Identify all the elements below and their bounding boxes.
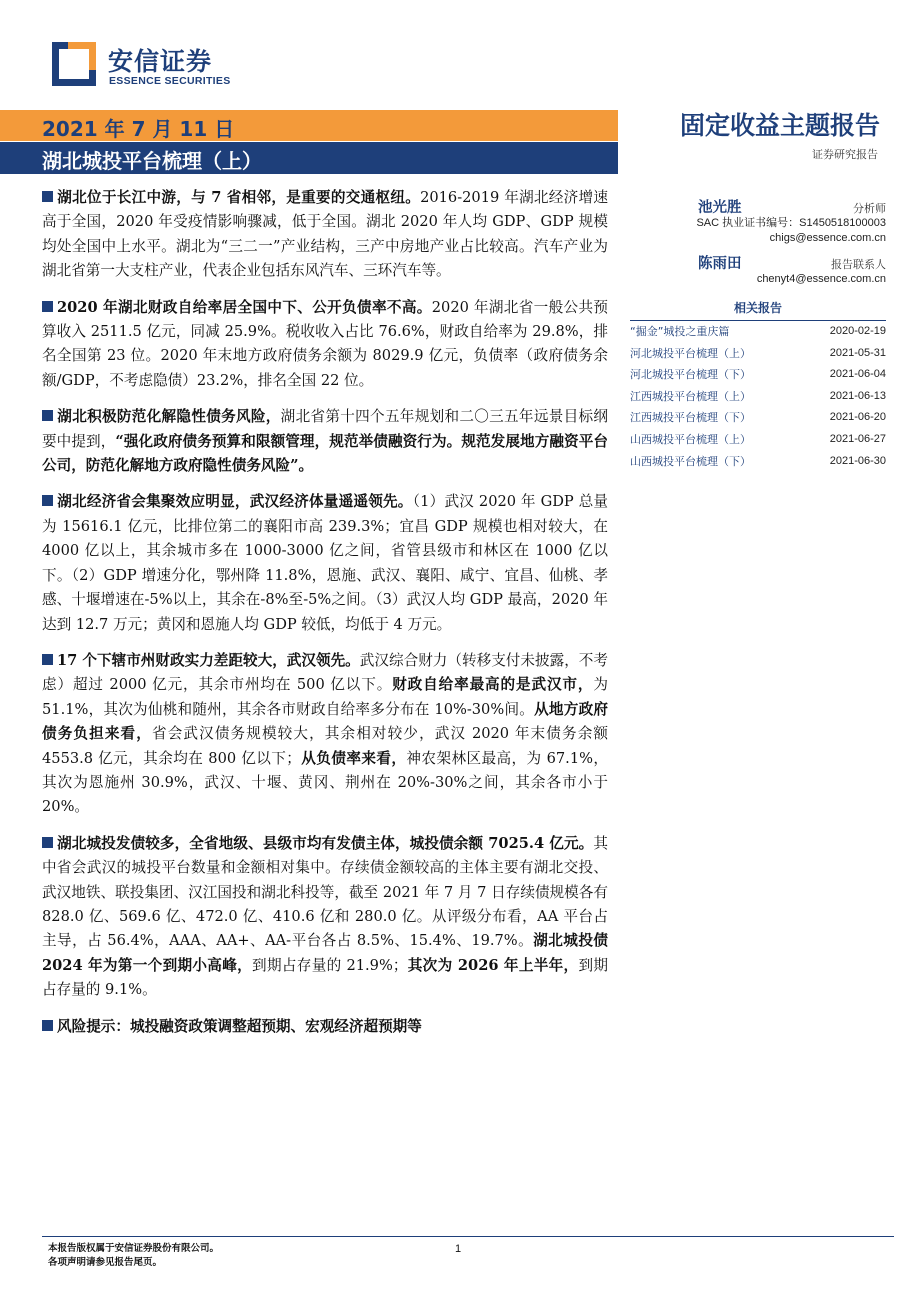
footer-divider: [42, 1236, 894, 1237]
related-report-item[interactable]: [630, 407, 886, 429]
analyst-email[interactable]: chenyt4@essence.com.cn: [756, 273, 886, 285]
bold-text: 17 个下辖市州财政实力差距较大，武汉领先。: [57, 651, 360, 669]
related-report-title: “掘金”城投之重庆篇: [630, 325, 730, 338]
bold-text: 湖北积极防范化解隐性债务风险，: [57, 408, 281, 426]
related-reports-title: 相关报告: [630, 299, 886, 321]
report-subtype: 证券研究报告: [812, 148, 878, 161]
related-report-date: 2021-05-31: [829, 346, 886, 359]
body-text: 武汉综合财力（转移支付未披露，不考虑）超过 2000 亿元，其余市州均在 500 亿以下。: [42, 651, 608, 694]
bold-text: 从地方政府债务负担来看，: [42, 700, 608, 743]
body-text: 其中省会武汉的城投平台数量和金额相对集中。存续债金额较高的主体主要有湖北交投、武汉地铁、联投集团、汉江国投和湖北科投等，截至 2021 年 7 月 7 日存续债规模各有 828.0 亿、569.6 亿、472.0 亿、410.6 亿和 280.0 亿。从评级分布看，AA 平台占主导，占 56.4%，AAA、AA+、AA-平台各占 8.5%、15.4%、19.7%。: [42, 834, 608, 950]
bullet-square-icon: [42, 495, 53, 506]
logo-name-en: ESSENCE SECURITIES: [109, 75, 231, 87]
analyst-name: 池光胜: [698, 199, 742, 216]
related-report-date: 2021-06-20: [829, 411, 886, 424]
summary-paragraph: [42, 296, 608, 394]
analyst-email[interactable]: chigs@essence.com.cn: [769, 232, 886, 244]
bold-text: 风险提示：城投融资政策调整超预期、宏观经济超预期等: [57, 1017, 422, 1035]
related-report-date: 2021-06-30: [829, 454, 886, 467]
summary-paragraph: [42, 405, 608, 478]
bullet-square-icon: [42, 301, 53, 312]
summary-paragraph: [42, 649, 608, 820]
body-text: 到期占存量的 9.1%。: [42, 956, 608, 999]
related-report-item[interactable]: [630, 429, 886, 451]
page-number: 1: [455, 1243, 462, 1255]
related-reports-list: [630, 321, 886, 472]
related-report-title: 江西城投平台梳理（下）: [630, 411, 751, 425]
summary-paragraph: [42, 490, 608, 636]
body-text: 省会武汉债务规模较大，其余相对较少，武汉 2020 年末债务余额 4553.8 亿元，其余均在 800 亿以下；: [42, 725, 608, 767]
bold-text: 其次为 2026 年上半年，: [407, 956, 579, 974]
body-text: 2016-2019 年湖北经济增速高于全国，2020 年受疫情影响骤减，低于全国。湖北 2020 年人均 GDP、GDP 规模均处全国中上水平。湖北为“三二一”产业结构，三产中房地产业占比较高。汽车产业为湖北省第一大支柱产业，代表企业包括东风汽车、三环汽车等。: [42, 189, 608, 280]
related-report-title: 河北城投平台梳理（上）: [630, 346, 751, 360]
bullet-square-icon: [42, 1020, 53, 1031]
related-report-date: 2020-02-19: [829, 325, 886, 337]
bold-text: 湖北城投债 2024 年为第一个到期小高峰，: [42, 932, 608, 974]
bold-text: 湖北经济省会集聚效应明显，武汉经济体量遥遥领先。: [57, 493, 413, 511]
related-report-item[interactable]: [630, 343, 886, 365]
related-report-item[interactable]: [630, 364, 886, 386]
analyst-block: [630, 196, 886, 246]
sidebar: [630, 196, 886, 472]
bold-text: 财政自给率最高的是武汉市，: [392, 676, 594, 694]
analyst-block: [630, 252, 886, 287]
logo-name-cn: 安信证券: [108, 47, 213, 76]
related-report-date: 2021-06-04: [829, 368, 886, 381]
related-report-date: 2021-06-27: [829, 432, 886, 445]
bullet-square-icon: [42, 654, 53, 665]
bullet-square-icon: [42, 191, 53, 202]
bullet-square-icon: [42, 410, 53, 421]
company-logo: [52, 42, 252, 92]
related-report-title: 山西城投平台梳理（下）: [630, 454, 751, 468]
body-text: （1）武汉 2020 年 GDP 总量为 15616.1 亿元，比排位第二的襄阳市高 239.3%；宜昌 GDP 规模也相对较大，在 4000 亿以上，其余城市多在 1000-3000 亿之间，省管县级市和林区在 1000 亿以下。（2）GDP 增速分化，鄂州降 11.8%，恩施、武汉、襄阳、咸宁、宜昌、仙桃、孝感、十堰增速在-5%以上，其余在-8%至-5%之间。（3）武汉人均 GDP 最高，2020 年达到 12.7 万元；黄冈和恩施人均 GDP 较低，均低于 4 万元。: [42, 493, 608, 633]
bold-text: “强化政府债务预算和限额管理，规范举债融资行为。规范发展地方融资平台公司，防范化解地方政府隐性债务风险”。: [42, 432, 608, 475]
analyst-role: 分析师: [853, 202, 886, 215]
body-text: 湖北省第十四个五年规划和二〇三五年远景目标纲要中提到，: [42, 408, 608, 450]
logo-mark-icon: [52, 42, 96, 86]
bold-text: 湖北城投发债较多，全省地级、县级市均有发债主体，城投债余额 7025.4 亿元。: [57, 834, 594, 852]
main-content: [42, 186, 608, 1051]
body-text: 神农架林区最高，为 67.1%，其次为恩施州 30.9%，武汉、十堰、黄冈、荆州在 20%-30%之间，其余各市小于 20%。: [42, 749, 608, 816]
related-report-title: 江西城投平台梳理（上）: [630, 389, 751, 403]
related-report-date: 2021-06-13: [829, 389, 886, 402]
copyright-note: 本报告版权属于安信证券股份有限公司。: [48, 1243, 220, 1254]
report-type: 固定收益主题报告: [679, 111, 880, 140]
bold-text: 湖北位于长江中游，与 7 省相邻，是重要的交通枢纽。: [57, 189, 421, 206]
related-report-item[interactable]: [630, 451, 886, 473]
analyst-name: 陈雨田: [698, 255, 742, 272]
summary-paragraph: [42, 832, 608, 1003]
footer-note: [48, 1242, 219, 1270]
analyst-license: SAC 执业证书编号：S1450518100003: [696, 217, 886, 229]
report-date: 2021 年 7 月 11 日: [42, 117, 235, 141]
related-report-item[interactable]: [630, 386, 886, 408]
analyst-role: 报告联系人: [831, 258, 886, 271]
related-report-item[interactable]: [630, 321, 886, 343]
body-text: 为 51.1%，其次为仙桃和随州，其余各市财政自给率多分布在 10%-30%间。: [42, 676, 608, 718]
disclaimer-note: 各项声明请参见报告尾页。: [48, 1257, 163, 1268]
bold-text: 2020 年湖北财政自给率居全国中下、公开负债率不高。: [57, 298, 432, 316]
bullet-square-icon: [42, 837, 53, 848]
related-report-title: 河北城投平台梳理（下）: [630, 368, 751, 382]
bold-text: 从负债率来看，: [300, 749, 407, 767]
summary-paragraph: [42, 186, 608, 284]
body-text: 到期占存量的 21.9%；: [252, 956, 408, 974]
risk-warning: [42, 1015, 608, 1039]
related-report-title: 山西城投平台梳理（上）: [630, 432, 751, 446]
body-text: 2020 年湖北省一般公共预算收入 2511.5 亿元，同减 25.9%。税收收入占比 76.6%，财政自给率为 29.8%，排名全国第 23 位。2020 年末地方政府债务余额为 8029.9 亿元，负债率（政府债务余额/GDP，不考虑隐债）23.2%，排名全国 22 位。: [42, 298, 608, 389]
report-title: 湖北城投平台梳理（上）: [42, 149, 262, 173]
